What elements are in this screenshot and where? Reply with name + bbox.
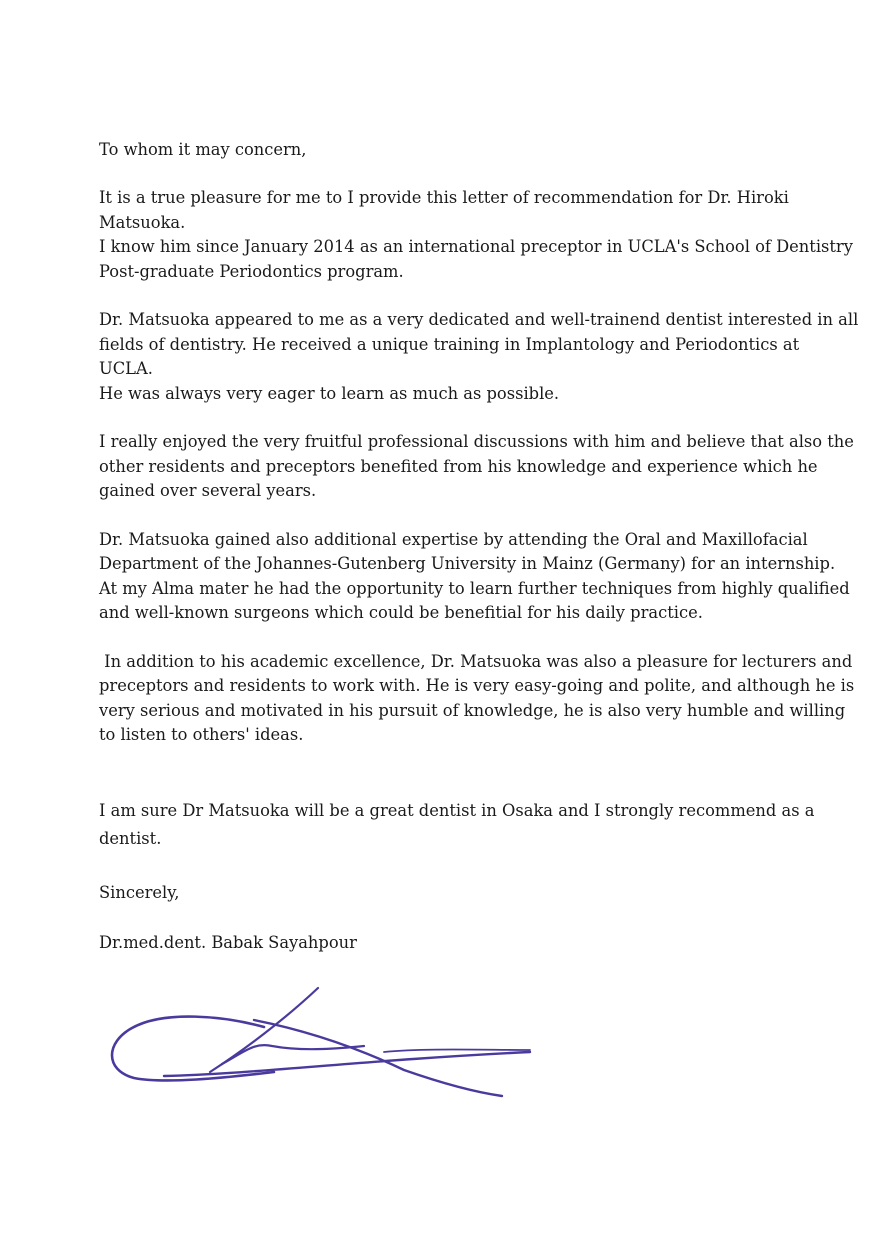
signature-stroke [254,1020,502,1096]
signature-icon [104,980,544,1120]
paragraph-introduction [99,186,853,284]
paragraph-line: It is a true pleasure for me to I provide this letter of recommendation for Dr. Hiroki [99,188,789,208]
paragraph-line: Post-graduate Periodontics program. [99,261,404,281]
paragraph-line: Dr. Matsuoka gained also additional expertise by attending the Oral and Maxillofacial [99,530,808,550]
paragraph-line: other residents and preceptors benefited from his knowledge and experience which he [99,456,818,476]
signer-name: Dr.med.dent. Babak Sayahpour [99,933,357,953]
paragraph-line: to listen to others' ideas. [99,725,304,745]
paragraph-discussions [99,430,854,503]
paragraph-line: I really enjoyed the very fruitful professional discussions with him and believe that also the [99,432,854,452]
paragraph-character [99,650,855,748]
signature-stroke [210,988,318,1072]
paragraph-line: Matsuoka. [99,212,186,232]
signature-stroke [164,1052,530,1076]
signature-stroke [384,1050,530,1053]
paragraph-expertise [99,528,850,626]
paragraph-line: Dr. Matsuoka appeared to me as a very dedicated and well-trainend dentist interested in all [99,310,859,330]
paragraph-line: He was always very eager to learn as much as possible. [99,383,560,403]
paragraph-line: gained over several years. [99,481,317,501]
closing: Sincerely, [99,882,180,902]
paragraph-training [99,308,859,406]
paragraph-line: I am sure Dr Matsuoka will be a great dentist in Osaka and I strongly recommend as a [99,800,815,820]
paragraph-line: In addition to his academic excellence, Dr. Matsuoka was also a pleasure for lecturers and [99,652,853,672]
paragraph-line: At my Alma mater he had the opportunity to learn further techniques from highly qualified [99,578,850,598]
paragraph-recommendation [99,797,844,853]
paragraph-line: dentist. [99,828,162,848]
paragraph-line: UCLA. [99,359,153,379]
letter-body [99,138,859,956]
paragraph-line: fields of dentistry. He received a unique training in Implantology and Periodontics at [99,334,800,354]
paragraph-line: Department of the Johannes-Gutenberg University in Mainz (Germany) for an internship. [99,554,836,574]
paragraph-line: I know him since January 2014 as an international preceptor in UCLA's School of Dentistry [99,237,853,257]
signature-stroke [222,1045,364,1064]
paragraph-line: preceptors and residents to work with. He is very easy-going and polite, and although he is [99,676,855,696]
paragraph-line: very serious and motivated in his pursuit of knowledge, he is also very humble and willing [99,700,846,720]
salutation: To whom it may concern, [99,140,307,159]
paragraph-line: and well-known surgeons which could be benefitial for his daily practice. [99,603,703,623]
